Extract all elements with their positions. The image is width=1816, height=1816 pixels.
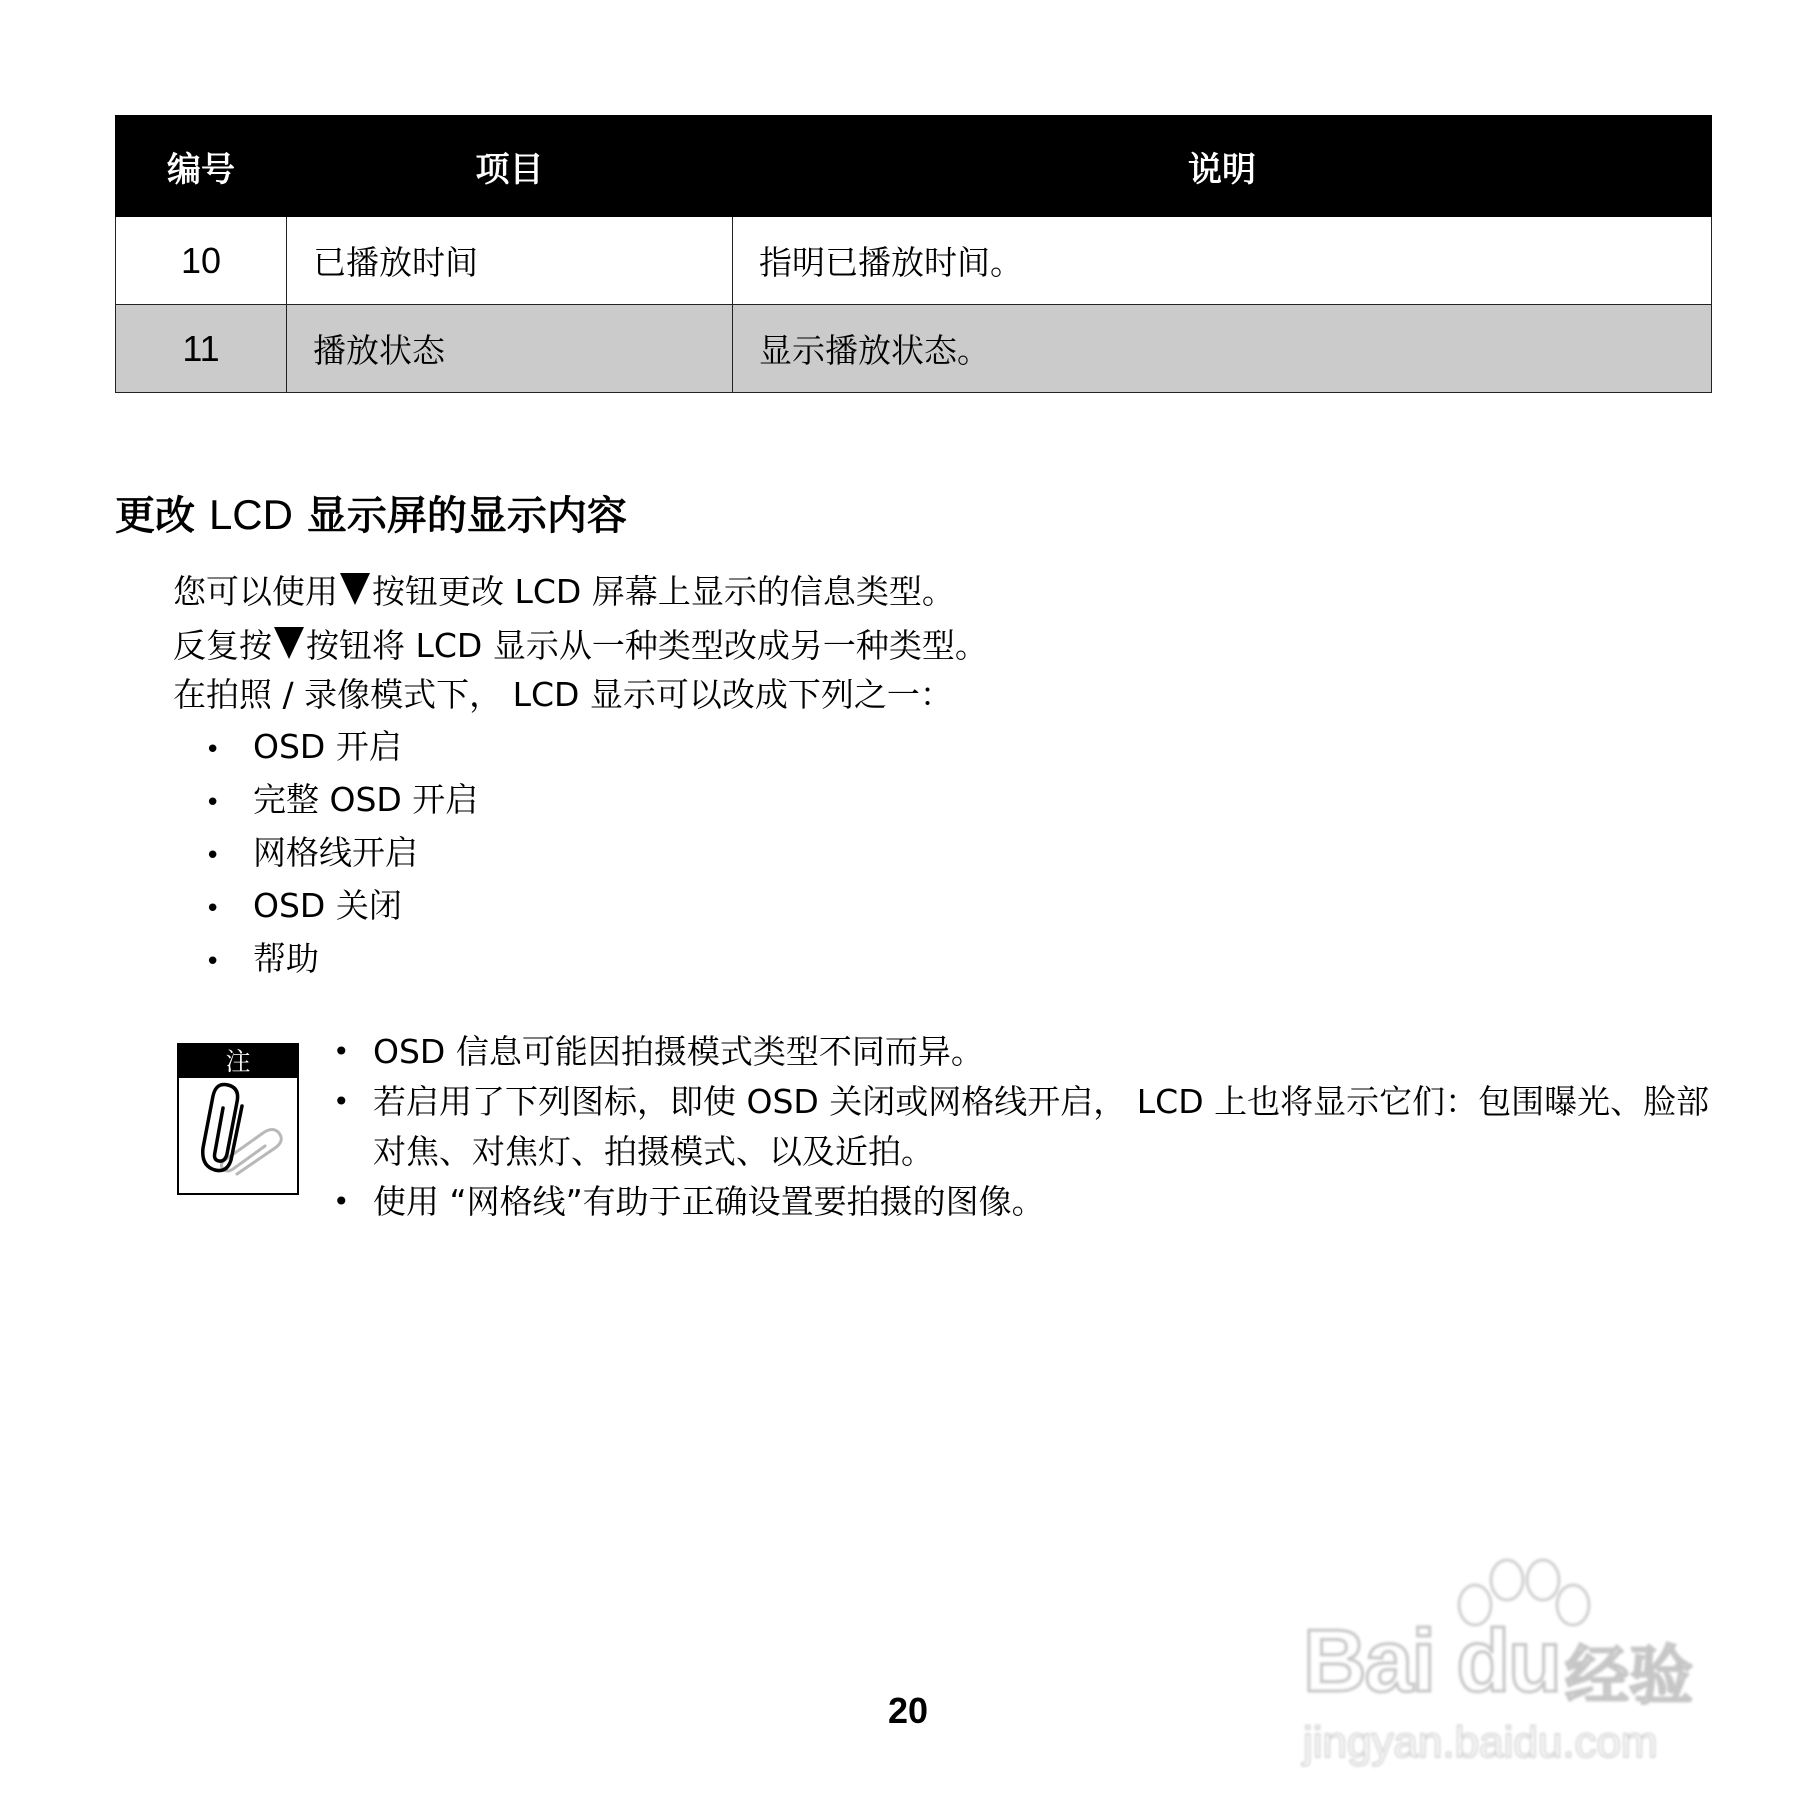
note-item bbox=[333, 1027, 1733, 1077]
row-description: 显示播放状态。 bbox=[733, 305, 1712, 393]
table-row bbox=[116, 217, 1712, 305]
note-list bbox=[333, 1027, 1733, 1227]
header-item: 项目 bbox=[287, 116, 733, 217]
paragraph-1 bbox=[173, 570, 955, 614]
header-description: 说明 bbox=[733, 116, 1712, 217]
note-item-text: 使用 “网格线”有助于正确设置要拍摄的图像。 bbox=[373, 1182, 1045, 1221]
paperclip-icon bbox=[179, 1078, 297, 1193]
watermark-url: jingyan.baidu.com bbox=[1303, 1718, 1658, 1767]
title-prefix: 更改 bbox=[115, 493, 195, 539]
bullet: • bbox=[333, 1035, 350, 1068]
list-item bbox=[205, 725, 478, 778]
note-item bbox=[333, 1177, 1733, 1227]
note-box bbox=[177, 1043, 299, 1195]
row-item: 已播放时间 bbox=[287, 217, 733, 305]
bullet: • bbox=[205, 735, 221, 765]
page-number: 20 bbox=[887, 1690, 929, 1731]
row-description: 指明已播放时间。 bbox=[733, 217, 1712, 305]
note-item-text: OSD 信息可能因拍摄模式类型不同而异。 bbox=[373, 1032, 984, 1071]
paragraph-2-before: 反复按 bbox=[173, 626, 272, 665]
bullet: • bbox=[205, 894, 221, 924]
bullet: • bbox=[333, 1085, 350, 1118]
baidu-jingyan-watermark bbox=[1285, 1550, 1735, 1770]
down-arrow-icon bbox=[274, 627, 304, 659]
paragraph-1-after: 按钮更改 LCD 屏幕上显示的信息类型。 bbox=[372, 572, 955, 611]
paragraph-3: 在拍照 / 录像模式下， LCD 显示可以改成下列之一： bbox=[173, 675, 953, 714]
list-item-text: OSD 关闭 bbox=[253, 886, 402, 925]
list-item-text: 帮助 bbox=[253, 939, 319, 978]
header-number: 编号 bbox=[116, 116, 287, 217]
list-item bbox=[205, 937, 478, 990]
title-suffix: 显示屏的显示内容 bbox=[306, 493, 627, 539]
paragraph-1-before: 您可以使用 bbox=[173, 572, 338, 611]
down-arrow-icon bbox=[340, 573, 370, 605]
watermark-logo: Bai du bbox=[1303, 1611, 1560, 1710]
bullet: • bbox=[333, 1185, 350, 1218]
list-item bbox=[205, 831, 478, 884]
list-item-text: OSD 开启 bbox=[253, 727, 402, 766]
paragraph-2 bbox=[173, 624, 988, 668]
paragraph-2-after: 按钮将 LCD 显示从一种类型改成另一种类型。 bbox=[306, 626, 988, 665]
list-item bbox=[205, 778, 478, 831]
watermark-cn: 经验 bbox=[1565, 1640, 1693, 1714]
note-label: 注 bbox=[179, 1045, 297, 1078]
spec-table bbox=[115, 115, 1712, 393]
section-title bbox=[115, 490, 627, 541]
note-item-text: 若启用了下列图标，即使 OSD 关闭或网格线开启， LCD 上也将显示它们：包围曝光、脸部对焦、对焦灯、拍摄模式、以及近拍。 bbox=[373, 1082, 1710, 1171]
row-number: 11 bbox=[116, 305, 287, 393]
list-item-text: 网格线开启 bbox=[253, 833, 418, 872]
bullet: • bbox=[205, 947, 221, 977]
table-row bbox=[116, 305, 1712, 393]
list-item bbox=[205, 884, 478, 937]
table-header-row bbox=[116, 116, 1712, 217]
title-latin: LCD bbox=[208, 491, 293, 538]
note-item bbox=[333, 1077, 1733, 1177]
row-item: 播放状态 bbox=[287, 305, 733, 393]
mode-list bbox=[205, 725, 478, 990]
row-number: 10 bbox=[116, 217, 287, 305]
bullet: • bbox=[205, 841, 221, 871]
list-item-text: 完整 OSD 开启 bbox=[253, 780, 479, 819]
bullet: • bbox=[205, 788, 221, 818]
